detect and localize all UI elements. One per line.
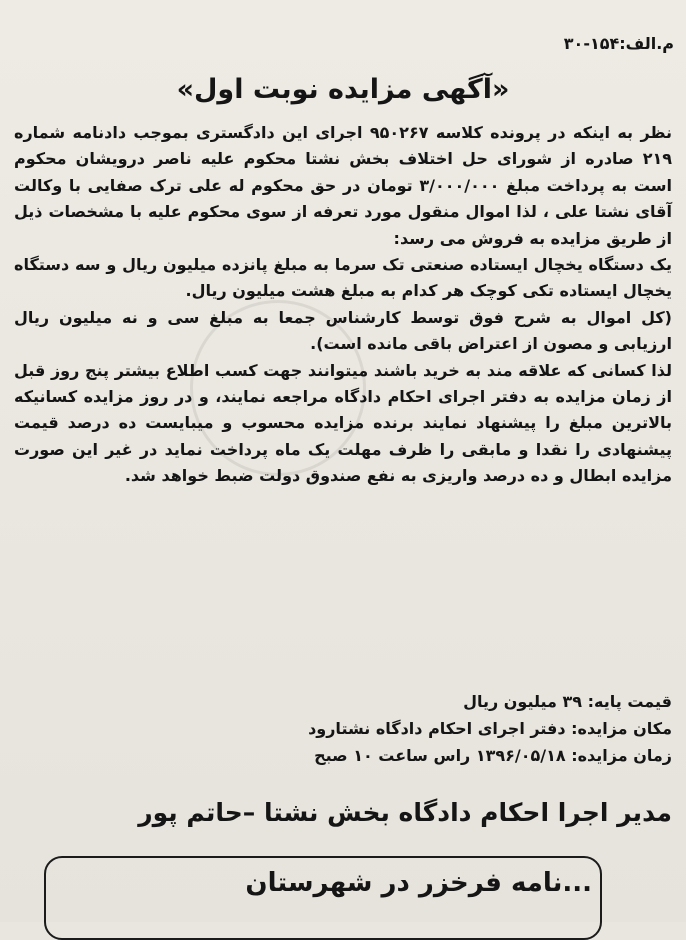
auction-place: مکان مزایده: دفتر اجرای احکام دادگاه نشتارود: [308, 719, 672, 738]
base-price: قیمت پایه: ۳۹ میلیون ریال: [463, 692, 672, 711]
signature-line: مدیر اجرا احکام دادگاه بخش نشتا –حاتم پور: [138, 798, 672, 827]
notice-code: م.الف:۱۵۴-۳۰: [563, 34, 674, 53]
notice-paragraph: لذا کسانی که علاقه مند به خرید باشند میتوانند جهت کسب اطلاع بیشتر پنج روز قبل از زمان مزایده به دفتر اجرای احکام دادگاه مراجعه نمایند، و در روز مزایده کسانیکه بالاترین مبلغ را پیشنهاد نمایند برنده مزایده محسوب و میبایست ده درصد قیمت پیشنهادی را نقدا و مابقی را ظرف مهلت یک ماه پرداخت نماید در غیر این صورت مزایده ابطال و ده درصد واریزی به نفع صندوق دولت ضبط خواهد شد.: [14, 360, 672, 486]
next-notice-heading: ...نامه فرخزر در شهرستان: [245, 868, 592, 898]
notice-body: [14, 120, 672, 490]
notice-title: «آگهی مزایده نوبت اول»: [176, 74, 510, 105]
notice-paragraph: یک دستگاه یخچال ایستاده صنعتی تک سرما به مبلغ پانزده میلیون ریال و سه دستگاه یخچال ایستاده تکی کوچک هر کدام به مبلغ هشت میلیون ریال.: [14, 255, 672, 301]
auction-time: زمان مزایده: ۱۳۹۶/۰۵/۱۸ راس ساعت ۱۰ صبح: [314, 746, 672, 765]
notice-paragraph: (کل اموال به شرح فوق توسط کارشناس جمعا به مبلغ سی و نه میلیون ریال ارزیابی و مصون از اعتراض باقی مانده است).: [14, 307, 672, 354]
auction-details: [14, 688, 672, 769]
notice-paragraph: نظر به اینکه در پرونده کلاسه ۹۵۰۲۶۷ اجرای این دادگستری بموجب دادنامه شماره ۲۱۹ صادره از شورای حل اختلاف بخش نشتا محکوم علیه ناصر درویشان محکوم است به پرداخت مبلغ ۳/۰۰۰/۰۰۰ تومان در حق محکوم له علی ترک صفایی با وکالت آقای نشتا علی ، لذا اموال منقول مورد تعرفه از سوی محکوم علیه با مشخصات ذیل از طریق مزایده به فروش می رسد:: [14, 123, 673, 248]
